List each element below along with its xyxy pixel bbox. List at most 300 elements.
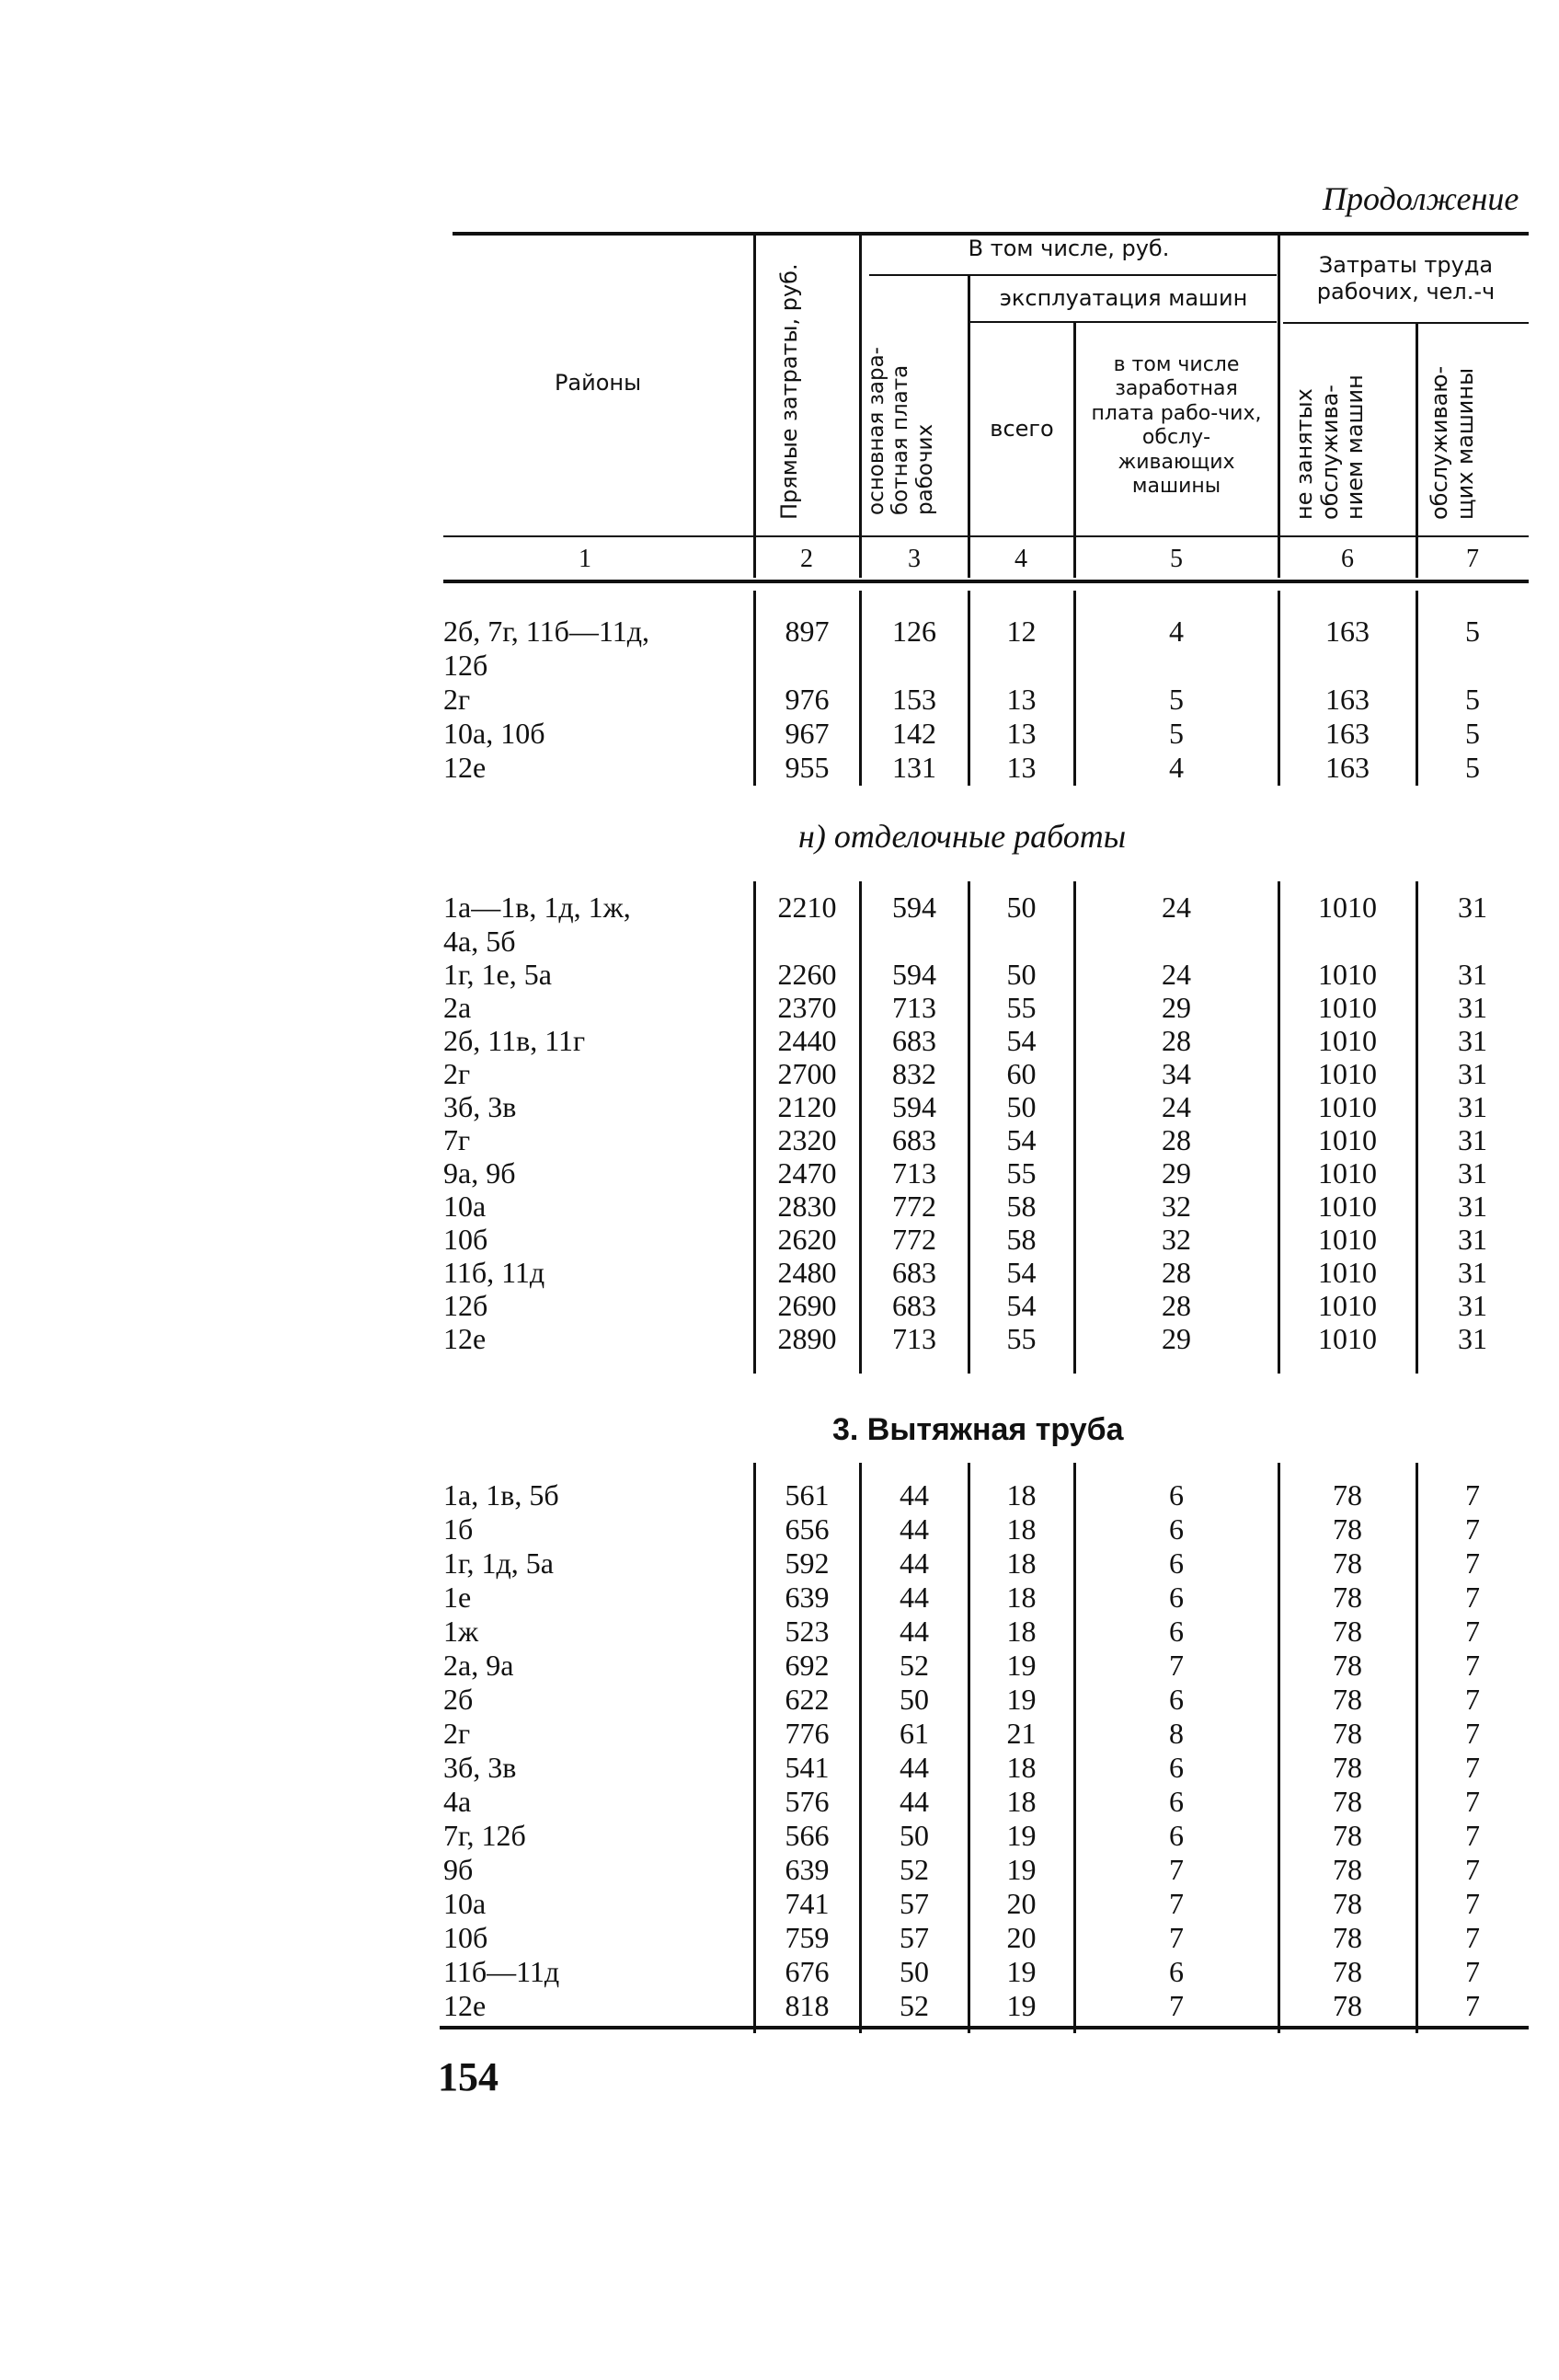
- machines-wage-cell: 29: [1162, 991, 1191, 1024]
- table-row: [0, 1717, 1559, 1751]
- direct-costs-cell: 639: [785, 1581, 830, 1614]
- labor-not-machine-cell: 1010: [1318, 1090, 1377, 1123]
- base-wage-cell: 52: [900, 1649, 929, 1682]
- header-direct-costs: Прямые затраты, руб.: [776, 263, 802, 520]
- region-cell: 1а, 1в, 5б: [443, 1478, 559, 1512]
- table-bottom-rule: [440, 2026, 1529, 2029]
- labor-not-machine-cell: 78: [1333, 1751, 1362, 1784]
- labor-not-machine-cell: 163: [1325, 615, 1370, 648]
- direct-costs-cell: 741: [785, 1887, 830, 1920]
- machines-total-cell: 55: [1006, 1322, 1037, 1355]
- base-wage-cell: 44: [900, 1581, 929, 1614]
- machines-total-cell: 18: [1006, 1785, 1037, 1818]
- machines-wage-cell: 24: [1162, 958, 1191, 991]
- direct-costs-cell: 2830: [777, 1190, 837, 1223]
- table-row: [0, 1123, 1559, 1157]
- col-number-3: 3: [908, 545, 921, 573]
- labor-not-machine-cell: 1010: [1318, 1123, 1377, 1156]
- header-rule-including: [869, 274, 1277, 276]
- table-row: [0, 649, 1559, 683]
- region-cell: 9б: [443, 1853, 474, 1886]
- labor-machine-cell: 7: [1465, 1785, 1480, 1818]
- table-row: [0, 1853, 1559, 1887]
- base-wage-cell: 44: [900, 1615, 929, 1648]
- table-row: [0, 1546, 1559, 1581]
- direct-costs-cell: 541: [785, 1751, 830, 1784]
- machines-wage-cell: 4: [1169, 751, 1184, 784]
- direct-costs-cell: 2370: [777, 991, 837, 1024]
- header-vline-4: [1073, 323, 1076, 578]
- region-cell: 1а—1в, 1д, 1ж,: [443, 891, 631, 924]
- machines-total-cell: 19: [1006, 1989, 1037, 2022]
- labor-not-machine-cell: 1010: [1318, 991, 1377, 1024]
- col-number-7: 7: [1466, 545, 1479, 573]
- labor-machine-cell: 31: [1458, 1024, 1487, 1057]
- machines-wage-cell: 28: [1162, 1123, 1191, 1156]
- direct-costs-cell: 576: [785, 1785, 830, 1818]
- base-wage-cell: 50: [900, 1683, 929, 1716]
- machines-total-cell: 54: [1006, 1289, 1037, 1322]
- base-wage-cell: 126: [892, 615, 936, 648]
- region-cell: 1ж: [443, 1615, 479, 1648]
- region-cell: 3б, 3в: [443, 1751, 517, 1784]
- labor-machine-cell: 31: [1458, 1256, 1487, 1289]
- direct-costs-cell: 2470: [777, 1156, 837, 1190]
- col-number-5: 5: [1170, 545, 1183, 573]
- header-bottom-rule: [443, 535, 1529, 537]
- direct-costs-cell: 2210: [777, 891, 837, 924]
- machines-wage-cell: 4: [1169, 615, 1184, 648]
- base-wage-cell: 44: [900, 1751, 929, 1784]
- region-cell: 2г: [443, 1057, 471, 1090]
- region-cell: 10а: [443, 1190, 487, 1223]
- labor-not-machine-cell: 78: [1333, 1819, 1362, 1852]
- direct-costs-cell: 692: [785, 1649, 830, 1682]
- table-row: [0, 1615, 1559, 1649]
- table-row: [0, 1289, 1559, 1323]
- machines-total-cell: 18: [1006, 1478, 1037, 1512]
- machines-wage-cell: 28: [1162, 1256, 1191, 1289]
- base-wage-cell: 44: [900, 1785, 929, 1818]
- machines-total-cell: 58: [1006, 1223, 1037, 1256]
- base-wage-cell: 50: [900, 1955, 929, 1988]
- labor-machine-cell: 7: [1465, 1751, 1480, 1784]
- region-cell: 12е: [443, 1322, 487, 1355]
- labor-not-machine-cell: 1010: [1318, 958, 1377, 991]
- machines-wage-cell: 7: [1169, 1649, 1184, 1682]
- region-cell: 1г, 1е, 5а: [443, 958, 552, 991]
- base-wage-cell: 44: [900, 1478, 929, 1512]
- region-cell: 1б: [443, 1512, 474, 1546]
- col-number-4: 4: [1014, 545, 1027, 573]
- machines-total-cell: 60: [1006, 1057, 1037, 1090]
- region-cell: 2а, 9а: [443, 1649, 514, 1682]
- labor-not-machine-cell: 163: [1325, 717, 1370, 750]
- machines-total-cell: 13: [1006, 683, 1037, 716]
- direct-costs-cell: 776: [785, 1717, 830, 1750]
- table-row: [0, 1887, 1559, 1921]
- machines-wage-cell: 32: [1162, 1223, 1191, 1256]
- base-wage-cell: 683: [892, 1024, 936, 1057]
- direct-costs-cell: 2620: [777, 1223, 837, 1256]
- table-row: [0, 958, 1559, 992]
- region-cell: 4а, 5б: [443, 925, 516, 958]
- machines-wage-cell: 8: [1169, 1717, 1184, 1750]
- labor-not-machine-cell: 78: [1333, 1581, 1362, 1614]
- base-wage-cell: 683: [892, 1256, 936, 1289]
- table-row: [0, 891, 1559, 925]
- direct-costs-cell: 2120: [777, 1090, 837, 1123]
- labor-not-machine-cell: 1010: [1318, 1256, 1377, 1289]
- machines-wage-cell: 29: [1162, 1156, 1191, 1190]
- table-row: [0, 1955, 1559, 1989]
- machines-wage-cell: 7: [1169, 1887, 1184, 1920]
- machines-wage-cell: 6: [1169, 1615, 1184, 1648]
- direct-costs-cell: 897: [785, 615, 830, 648]
- direct-costs-cell: 955: [785, 751, 830, 784]
- table-row: [0, 1649, 1559, 1683]
- labor-not-machine-cell: 78: [1333, 1478, 1362, 1512]
- labor-machine-cell: 31: [1458, 1090, 1487, 1123]
- machines-wage-cell: 6: [1169, 1546, 1184, 1580]
- labor-not-machine-cell: 78: [1333, 1717, 1362, 1750]
- header-base-wage: основная зара-ботная плата рабочих: [865, 347, 937, 515]
- direct-costs-cell: 656: [785, 1512, 830, 1546]
- base-wage-cell: 142: [892, 717, 936, 750]
- header-machine-servicing: обслуживаю-щих машины: [1427, 365, 1478, 520]
- machines-total-cell: 19: [1006, 1683, 1037, 1716]
- region-cell: 10б: [443, 1223, 488, 1256]
- direct-costs-cell: 639: [785, 1853, 830, 1886]
- header-vline-1: [753, 236, 756, 578]
- table-row: [0, 1683, 1559, 1717]
- machines-wage-cell: 28: [1162, 1024, 1191, 1057]
- region-cell: 2г: [443, 683, 471, 716]
- labor-not-machine-cell: 1010: [1318, 1057, 1377, 1090]
- page-number: 154: [438, 2054, 499, 2099]
- header-rule-machines: [969, 321, 1277, 323]
- region-cell: 10б: [443, 1921, 488, 1954]
- direct-costs-cell: 976: [785, 683, 830, 716]
- region-cell: 11б—11д: [443, 1955, 560, 1988]
- table-row: [0, 1751, 1559, 1785]
- table-row: [0, 1156, 1559, 1190]
- labor-machine-cell: 7: [1465, 1512, 1480, 1546]
- region-cell: 3б, 3в: [443, 1090, 517, 1123]
- base-wage-cell: 57: [900, 1887, 929, 1920]
- base-wage-cell: 683: [892, 1289, 936, 1322]
- labor-machine-cell: 31: [1458, 1223, 1487, 1256]
- table-row: [0, 1512, 1559, 1546]
- base-wage-cell: 57: [900, 1921, 929, 1954]
- table-row: [0, 751, 1559, 785]
- machines-total-cell: 20: [1006, 1887, 1037, 1920]
- labor-machine-cell: 31: [1458, 891, 1487, 924]
- direct-costs-cell: 818: [785, 1989, 830, 2022]
- machines-total-cell: 19: [1006, 1955, 1037, 1988]
- base-wage-cell: 52: [900, 1853, 929, 1886]
- direct-costs-cell: 561: [785, 1478, 830, 1512]
- header-not-machine: не занятых обслужива-нием машин: [1291, 374, 1369, 520]
- labor-not-machine-cell: 1010: [1318, 1024, 1377, 1057]
- labor-not-machine-cell: 1010: [1318, 1322, 1377, 1355]
- region-cell: 9а, 9б: [443, 1156, 516, 1190]
- header-vline-2: [859, 236, 862, 578]
- labor-not-machine-cell: 78: [1333, 1615, 1362, 1648]
- table-row: [0, 1322, 1559, 1356]
- header-labor-costs: Затраты труда рабочих, чел.-ч: [1316, 252, 1496, 305]
- labor-machine-cell: 31: [1458, 1156, 1487, 1190]
- machines-wage-cell: 24: [1162, 1090, 1191, 1123]
- table-row: [0, 1223, 1559, 1257]
- machines-wage-cell: 6: [1169, 1955, 1184, 1988]
- table-row: [0, 1921, 1559, 1955]
- machines-total-cell: 20: [1006, 1921, 1037, 1954]
- table-row: [0, 991, 1559, 1025]
- machines-total-cell: 55: [1006, 991, 1037, 1024]
- labor-machine-cell: 7: [1465, 1819, 1480, 1852]
- header-rule-labor: [1283, 322, 1529, 324]
- header-incl-wages: в том числе заработная плата рабо-чих, обслу-живающих машины: [1091, 353, 1262, 498]
- table-row: [0, 1057, 1559, 1091]
- labor-machine-cell: 7: [1465, 1478, 1480, 1512]
- region-cell: 7г, 12б: [443, 1819, 526, 1852]
- direct-costs-cell: 592: [785, 1546, 830, 1580]
- machines-wage-cell: 5: [1169, 717, 1184, 750]
- direct-costs-cell: 2440: [777, 1024, 837, 1057]
- labor-machine-cell: 7: [1465, 1546, 1480, 1580]
- machines-total-cell: 58: [1006, 1190, 1037, 1223]
- region-cell: 12е: [443, 1989, 487, 2022]
- table-row: [0, 925, 1559, 959]
- base-wage-cell: 131: [892, 751, 936, 784]
- region-cell: 2г: [443, 1717, 471, 1750]
- labor-not-machine-cell: 78: [1333, 1546, 1362, 1580]
- labor-not-machine-cell: 78: [1333, 1989, 1362, 2022]
- labor-not-machine-cell: 1010: [1318, 891, 1377, 924]
- direct-costs-cell: 2690: [777, 1289, 837, 1322]
- base-wage-cell: 44: [900, 1512, 929, 1546]
- col-number-2: 2: [800, 545, 813, 573]
- labor-machine-cell: 7: [1465, 1581, 1480, 1614]
- machines-wage-cell: 7: [1169, 1853, 1184, 1886]
- region-cell: 12б: [443, 1289, 488, 1322]
- direct-costs-cell: 2480: [777, 1256, 837, 1289]
- header-vline-5: [1278, 236, 1280, 578]
- labor-machine-cell: 7: [1465, 1649, 1480, 1682]
- machines-total-cell: 55: [1006, 1156, 1037, 1190]
- machines-wage-cell: 34: [1162, 1057, 1191, 1090]
- labor-not-machine-cell: 163: [1325, 751, 1370, 784]
- labor-not-machine-cell: 78: [1333, 1649, 1362, 1682]
- region-cell: 10а, 10б: [443, 717, 545, 750]
- machines-total-cell: 13: [1006, 717, 1037, 750]
- region-cell: 12е: [443, 751, 487, 784]
- machines-wage-cell: 7: [1169, 1921, 1184, 1954]
- machines-wage-cell: 6: [1169, 1819, 1184, 1852]
- labor-machine-cell: 5: [1465, 751, 1480, 784]
- machines-total-cell: 54: [1006, 1256, 1037, 1289]
- labor-not-machine-cell: 1010: [1318, 1289, 1377, 1322]
- machines-total-cell: 18: [1006, 1615, 1037, 1648]
- labor-not-machine-cell: 78: [1333, 1512, 1362, 1546]
- table-row: [0, 717, 1559, 751]
- base-wage-cell: 713: [892, 991, 936, 1024]
- continuation-caption: Продолжение: [1323, 180, 1519, 217]
- labor-not-machine-cell: 1010: [1318, 1156, 1377, 1190]
- col-number-6: 6: [1341, 545, 1354, 573]
- machines-wage-cell: 6: [1169, 1581, 1184, 1614]
- machines-wage-cell: 5: [1169, 683, 1184, 716]
- labor-machine-cell: 31: [1458, 1322, 1487, 1355]
- base-wage-cell: 61: [900, 1717, 929, 1750]
- region-cell: 2б, 11в, 11г: [443, 1024, 586, 1057]
- machines-wage-cell: 7: [1169, 1989, 1184, 2022]
- direct-costs-cell: 967: [785, 717, 830, 750]
- labor-not-machine-cell: 1010: [1318, 1190, 1377, 1223]
- machines-total-cell: 50: [1006, 891, 1037, 924]
- direct-costs-cell: 2260: [777, 958, 837, 991]
- labor-machine-cell: 7: [1465, 1683, 1480, 1716]
- labor-not-machine-cell: 78: [1333, 1853, 1362, 1886]
- direct-costs-cell: 566: [785, 1819, 830, 1852]
- labor-not-machine-cell: 1010: [1318, 1223, 1377, 1256]
- region-cell: 2б, 7г, 11б—11д,: [443, 615, 649, 648]
- machines-wage-cell: 29: [1162, 1322, 1191, 1355]
- direct-costs-cell: 2320: [777, 1123, 837, 1156]
- labor-machine-cell: 31: [1458, 958, 1487, 991]
- machines-total-cell: 50: [1006, 1090, 1037, 1123]
- header-regions: Районы: [554, 370, 642, 396]
- table-row: [0, 1090, 1559, 1124]
- base-wage-cell: 683: [892, 1123, 936, 1156]
- labor-not-machine-cell: 78: [1333, 1683, 1362, 1716]
- table-row: [0, 1190, 1559, 1224]
- machines-wage-cell: 28: [1162, 1289, 1191, 1322]
- section-title-finishing: н) отделочные работы: [798, 818, 1127, 855]
- header-vline-6: [1416, 324, 1418, 578]
- machines-total-cell: 12: [1006, 615, 1037, 648]
- labor-machine-cell: 31: [1458, 1289, 1487, 1322]
- machines-total-cell: 18: [1006, 1512, 1037, 1546]
- table-row: [0, 1819, 1559, 1853]
- table-row: [0, 1256, 1559, 1290]
- region-cell: 2а: [443, 991, 472, 1024]
- labor-machine-cell: 7: [1465, 1615, 1480, 1648]
- region-cell: 7г: [443, 1123, 471, 1156]
- header-including-rub: В том числе, руб.: [968, 236, 1170, 261]
- labor-not-machine-cell: 78: [1333, 1887, 1362, 1920]
- machines-wage-cell: 6: [1169, 1683, 1184, 1716]
- labor-machine-cell: 31: [1458, 991, 1487, 1024]
- labor-not-machine-cell: 78: [1333, 1785, 1362, 1818]
- labor-not-machine-cell: 163: [1325, 683, 1370, 716]
- direct-costs-cell: 2700: [777, 1057, 837, 1090]
- direct-costs-cell: 2890: [777, 1322, 837, 1355]
- base-wage-cell: 594: [892, 958, 936, 991]
- machines-wage-cell: 32: [1162, 1190, 1191, 1223]
- machines-wage-cell: 6: [1169, 1478, 1184, 1512]
- region-cell: 2б: [443, 1683, 474, 1716]
- base-wage-cell: 832: [892, 1057, 936, 1090]
- colnum-bottom-rule: [443, 580, 1529, 583]
- table-row: [0, 1581, 1559, 1615]
- machines-total-cell: 19: [1006, 1853, 1037, 1886]
- col-number-1: 1: [579, 545, 591, 573]
- region-cell: 1е: [443, 1581, 472, 1614]
- labor-machine-cell: 31: [1458, 1123, 1487, 1156]
- machines-total-cell: 54: [1006, 1123, 1037, 1156]
- direct-costs-cell: 622: [785, 1683, 830, 1716]
- machines-wage-cell: 6: [1169, 1512, 1184, 1546]
- labor-machine-cell: 7: [1465, 1955, 1480, 1988]
- labor-machine-cell: 7: [1465, 1989, 1480, 2022]
- table-row: [0, 1024, 1559, 1058]
- labor-machine-cell: 31: [1458, 1057, 1487, 1090]
- header-machine-operation: эксплуатация машин: [999, 285, 1248, 311]
- machines-total-cell: 21: [1006, 1717, 1037, 1750]
- machines-wage-cell: 6: [1169, 1751, 1184, 1784]
- labor-not-machine-cell: 78: [1333, 1921, 1362, 1954]
- table-row: [0, 615, 1559, 649]
- table-row: [0, 683, 1559, 717]
- labor-machine-cell: 5: [1465, 683, 1480, 716]
- labor-not-machine-cell: 78: [1333, 1955, 1362, 1988]
- labor-machine-cell: 7: [1465, 1853, 1480, 1886]
- direct-costs-cell: 759: [785, 1921, 830, 1954]
- machines-total-cell: 19: [1006, 1819, 1037, 1852]
- labor-machine-cell: 5: [1465, 615, 1480, 648]
- base-wage-cell: 772: [892, 1223, 936, 1256]
- labor-machine-cell: 7: [1465, 1887, 1480, 1920]
- labor-machine-cell: 7: [1465, 1717, 1480, 1750]
- base-wage-cell: 52: [900, 1989, 929, 2022]
- region-cell: 1г, 1д, 5а: [443, 1546, 554, 1580]
- labor-machine-cell: 7: [1465, 1921, 1480, 1954]
- direct-costs-cell: 523: [785, 1615, 830, 1648]
- machines-total-cell: 19: [1006, 1649, 1037, 1682]
- region-cell: 10а: [443, 1887, 487, 1920]
- labor-machine-cell: 31: [1458, 1190, 1487, 1223]
- table-row: [0, 1478, 1559, 1512]
- machines-total-cell: 54: [1006, 1024, 1037, 1057]
- table-row: [0, 1785, 1559, 1819]
- machines-total-cell: 18: [1006, 1751, 1037, 1784]
- region-cell: 11б, 11д: [443, 1256, 545, 1289]
- base-wage-cell: 594: [892, 891, 936, 924]
- labor-machine-cell: 5: [1465, 717, 1480, 750]
- base-wage-cell: 44: [900, 1546, 929, 1580]
- machines-total-cell: 18: [1006, 1581, 1037, 1614]
- header-total: всего: [990, 416, 1054, 442]
- base-wage-cell: 594: [892, 1090, 936, 1123]
- machines-total-cell: 18: [1006, 1546, 1037, 1580]
- machines-wage-cell: 24: [1162, 891, 1191, 924]
- machines-total-cell: 13: [1006, 751, 1037, 784]
- base-wage-cell: 713: [892, 1322, 936, 1355]
- section-title-exhaust-pipe: 3. Вытяжная труба: [832, 1412, 1124, 1447]
- machines-wage-cell: 6: [1169, 1785, 1184, 1818]
- base-wage-cell: 772: [892, 1190, 936, 1223]
- direct-costs-cell: 676: [785, 1955, 830, 1988]
- machines-total-cell: 50: [1006, 958, 1037, 991]
- base-wage-cell: 153: [892, 683, 936, 716]
- region-cell: 4а: [443, 1785, 472, 1818]
- base-wage-cell: 713: [892, 1156, 936, 1190]
- table-row: [0, 1989, 1559, 2023]
- region-cell: 12б: [443, 649, 488, 682]
- base-wage-cell: 50: [900, 1819, 929, 1852]
